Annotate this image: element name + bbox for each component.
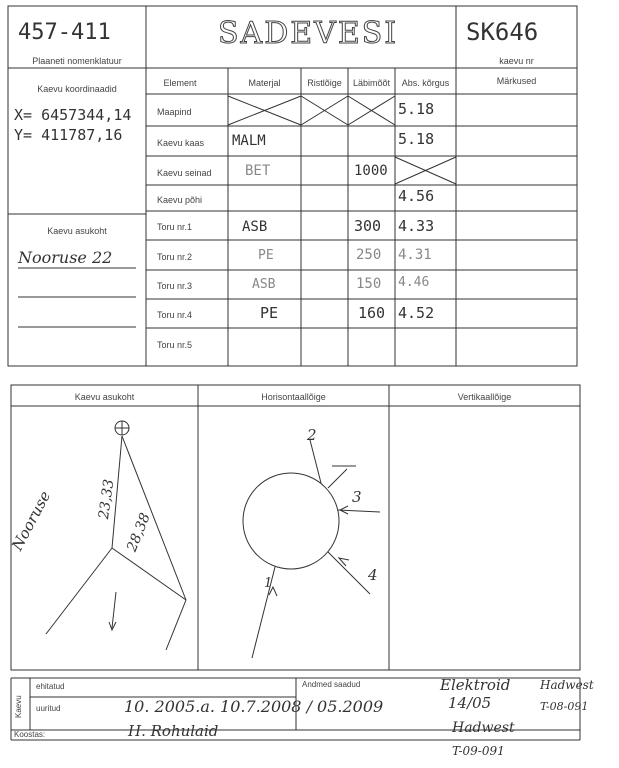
sketch-horizontal-label: Horisontaallõige bbox=[261, 392, 326, 402]
sketch-distance-2: 28,38 bbox=[124, 510, 154, 554]
footer-built-label: ehitatud bbox=[36, 682, 65, 691]
table-cell-diameter: 250 bbox=[356, 247, 382, 263]
table-cell-height: 4.46 bbox=[398, 275, 430, 290]
footer-surveyed-label: uuritud bbox=[36, 704, 61, 713]
footer-company: Hadwest bbox=[452, 720, 515, 736]
sketch-location-label: Kaevu asukoht bbox=[74, 392, 135, 402]
table-row-label: Toru nr.2 bbox=[157, 252, 193, 262]
sketch-pipe-label: 4 bbox=[368, 566, 378, 584]
sketch-pipe-label: 3 bbox=[352, 488, 362, 506]
table-row-label: Toru nr.1 bbox=[157, 222, 193, 232]
footer-dates: 10. 2005.a. 10.7.2008 / 05.2009 bbox=[124, 697, 384, 716]
table-header-notes: Märkused bbox=[496, 76, 537, 86]
well-id-label: kaevu nr bbox=[499, 56, 534, 66]
table-row-label: Kaevu põhi bbox=[157, 195, 203, 205]
table-cell-material: PE bbox=[258, 248, 274, 263]
table-cell-height: 5.18 bbox=[398, 130, 435, 148]
footer-code-2: T-09-091 bbox=[452, 744, 505, 758]
sheet-label: Plaaneti nomenklatuur bbox=[32, 56, 122, 66]
footer-date-1: 14/05 bbox=[448, 694, 492, 712]
footer-compiler: H. Rohulaid bbox=[128, 722, 219, 740]
sheet-number: 457-411 bbox=[18, 20, 111, 45]
table-row-label: Maapind bbox=[157, 107, 192, 117]
coords-label: Kaevu koordinaadid bbox=[37, 84, 117, 94]
table-cell-height: 4.31 bbox=[398, 247, 432, 263]
table-cell-height: 4.33 bbox=[398, 217, 435, 235]
footer-source-2: Hadwest bbox=[540, 678, 594, 692]
footer-compiler-label: Koostas: bbox=[14, 730, 46, 739]
table-cell-material: PE bbox=[260, 304, 279, 322]
table-row-label: Toru nr.3 bbox=[157, 281, 193, 291]
coord-x: X= 6457344,14 bbox=[14, 106, 132, 124]
sketch-vertical-label: Vertikaallõige bbox=[457, 392, 512, 402]
table-cell-height: 4.52 bbox=[398, 304, 435, 322]
table-header-material: Materjal bbox=[248, 78, 281, 88]
table-cell-material: ASB bbox=[242, 219, 268, 235]
table-header-diameter: Läbimõõt bbox=[352, 78, 391, 88]
table-header-element: Element bbox=[163, 78, 197, 88]
sketch-street: Nooruse bbox=[8, 487, 55, 554]
table-cell-height: 4.56 bbox=[398, 187, 435, 205]
table-row-label: Toru nr.4 bbox=[157, 310, 193, 320]
table-row-label: Kaevu seinad bbox=[157, 168, 212, 178]
table-cell-diameter: 300 bbox=[354, 217, 382, 235]
sketch-pipe-label: 1 bbox=[264, 576, 273, 591]
table-row-label: Toru nr.5 bbox=[157, 340, 193, 350]
footer-source-1: Elektroid bbox=[440, 676, 511, 694]
table-header-cross: Ristlõige bbox=[307, 78, 342, 88]
well-id: SK646 bbox=[466, 18, 539, 46]
table-cell-material: ASB bbox=[252, 277, 276, 292]
footer-source-label: Andmed saadud bbox=[302, 680, 361, 689]
sketch-pipe-label: 2 bbox=[307, 426, 317, 444]
table-cell-diameter: 1000 bbox=[354, 163, 388, 179]
table-cell-diameter: 160 bbox=[358, 304, 386, 322]
location-address: Nooruse 22 bbox=[18, 248, 113, 267]
table-header-height: Abs. kõrgus bbox=[401, 78, 450, 88]
footer-code-1: T-08-091 bbox=[540, 700, 589, 713]
table-cell-material: BET bbox=[245, 163, 271, 179]
table-row-label: Kaevu kaas bbox=[157, 138, 205, 148]
table-cell-material: MALM bbox=[232, 133, 266, 149]
page-title: SADEVESI bbox=[218, 16, 399, 51]
coord-y: Y= 411787,16 bbox=[14, 126, 123, 144]
table-cell-diameter: 150 bbox=[356, 276, 382, 292]
table-cell-height: 5.18 bbox=[398, 100, 435, 118]
sketch-distance-1: 23,33 bbox=[96, 478, 118, 521]
footer-vertical-label: Kaevu bbox=[14, 695, 23, 718]
location-label: Kaevu asukoht bbox=[47, 226, 107, 236]
